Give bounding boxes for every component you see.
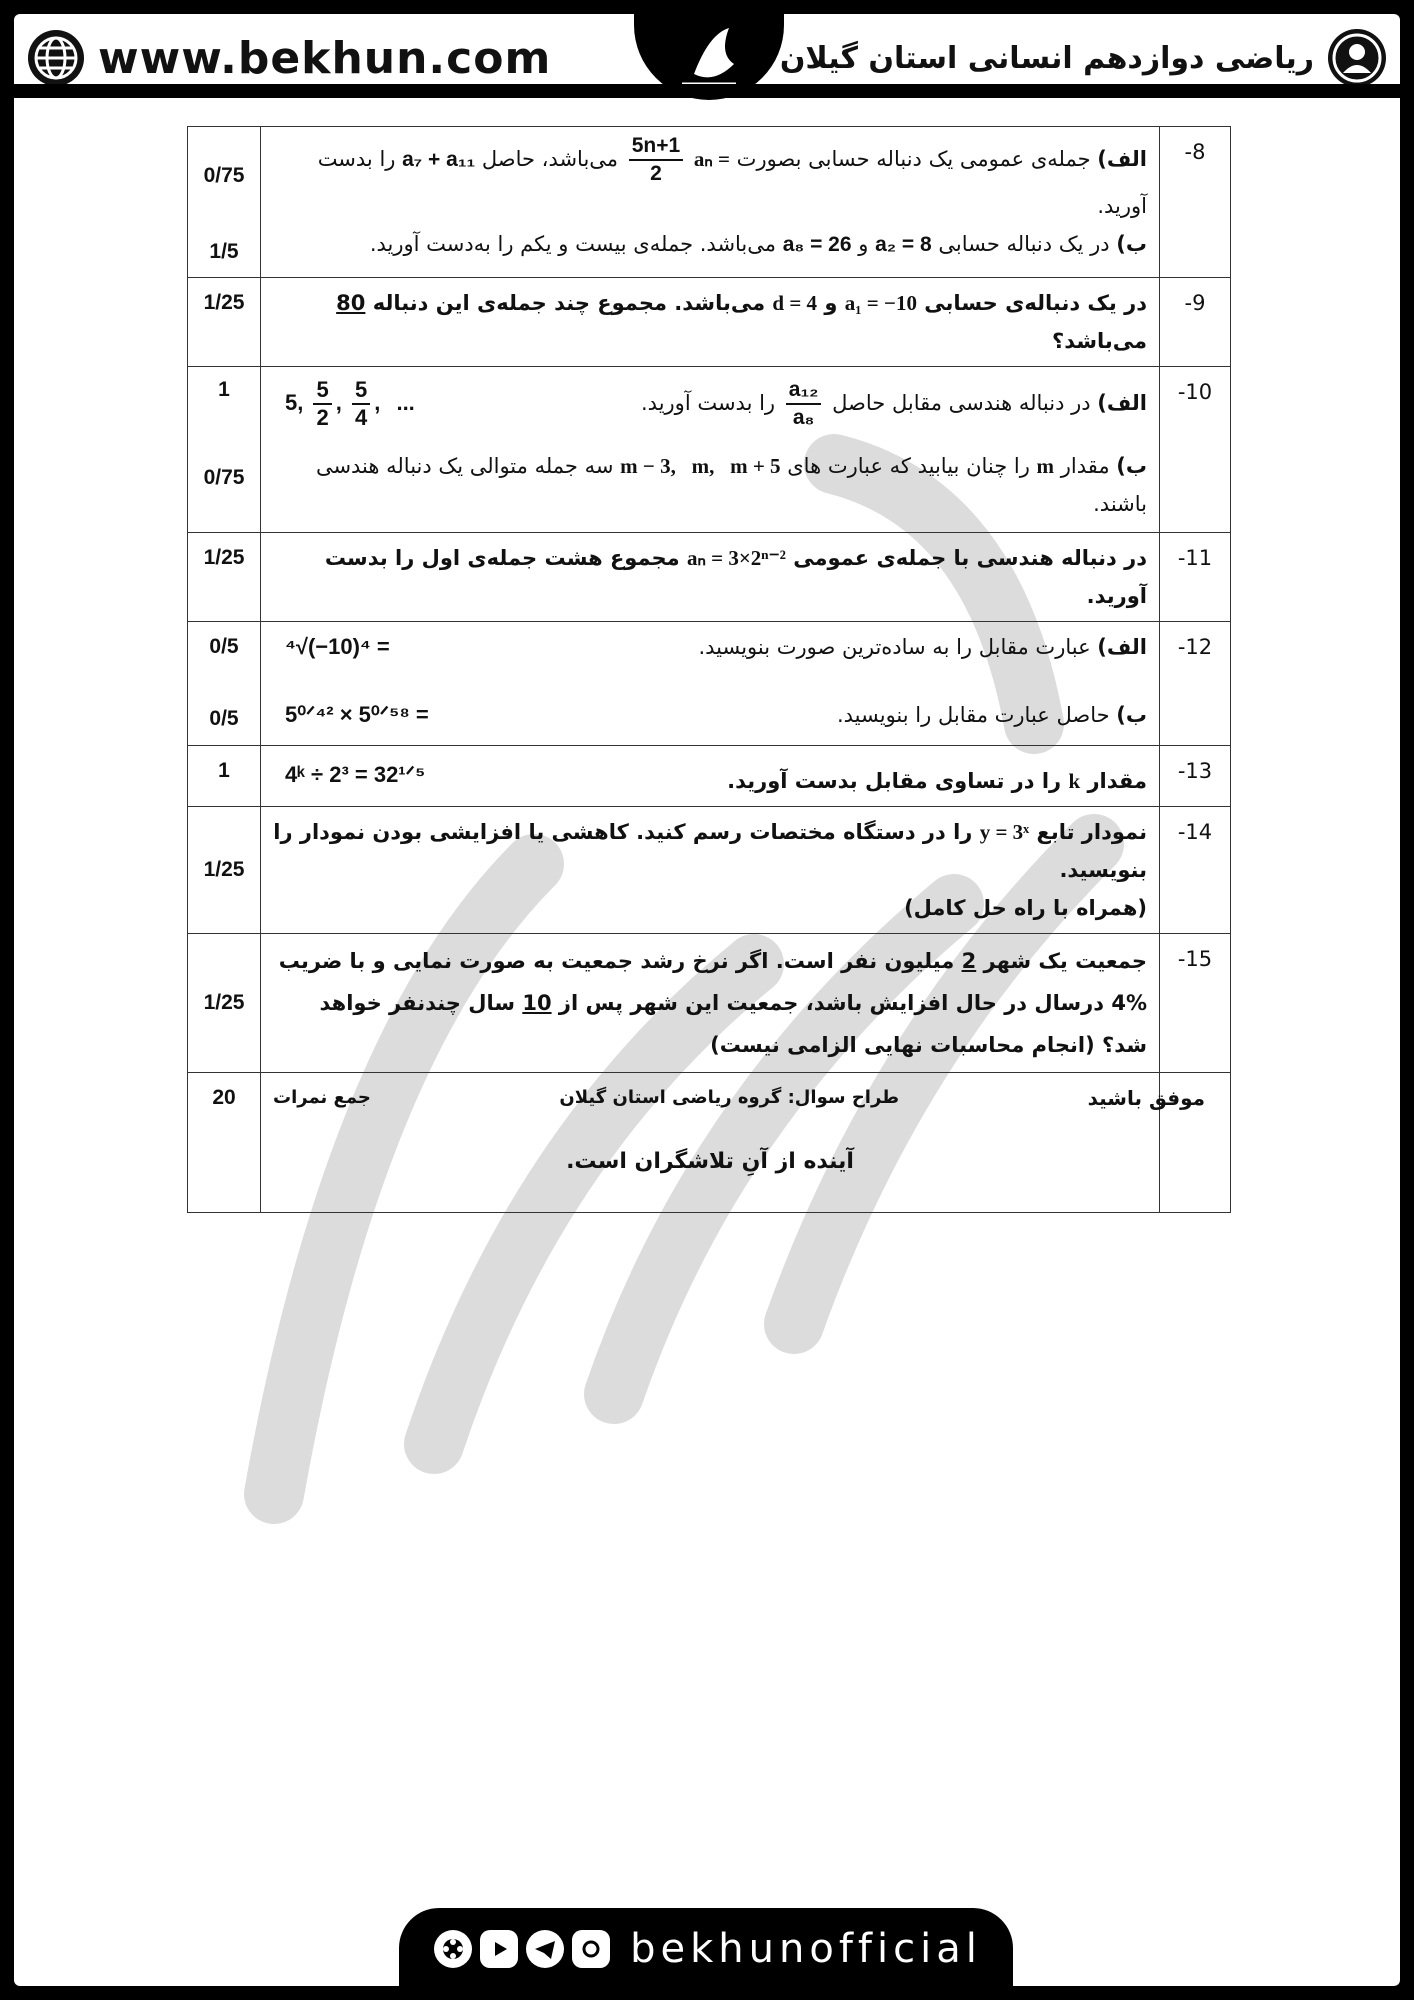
telegram-icon[interactable] [526,1930,564,1968]
question-content [261,934,1160,1073]
question-row-8 [188,127,1231,278]
q14-text2: را در دستگاه مختصات رسم کنید. کاهشی یا افزایشی بودن نمودار را بنویسید. [273,820,1147,882]
score-cell: 1/25 [188,278,261,367]
page [14,14,1400,1986]
q8b-text2: می‌باشد. جمله‌ی بیست و یکم را به‌دست آورید. [369,232,777,256]
question-row-9 [188,278,1231,367]
q15-v1: 2 [961,949,977,973]
part-label: الف) [1097,147,1147,171]
question-content [261,533,1160,622]
score-a: 0/5 [209,635,239,658]
score-cell: 1 [188,746,261,807]
q9-and: و [824,291,838,315]
q15-text2: میلیون نفر است. اگر نرخ رشد جمعیت به صورت نمایی و با ضریب %4 درسال در حال افزایش باشد، جمعیت این شهر پس از [278,949,1147,1015]
question-number: 12- [1160,622,1231,746]
q8a-fraction [629,133,683,187]
question-number: 14- [1160,807,1231,934]
score-cell: 1/25 [188,533,261,622]
question-content [261,367,1160,533]
q8a-text2: می‌باشد، حاصل [481,147,619,171]
seq-f1-top: 5 [313,377,331,405]
q13-text1: مقدار [1087,769,1147,793]
designer-text: طراح سوال: گروه ریاضی استان گیلان [559,1087,900,1108]
q8a-lhs: aₙ = [693,147,730,171]
seq-fraction-2 [352,377,370,431]
question-content [261,127,1160,278]
q15-text3: سال چندنفر خواهد شد؟ (انجام محاسبات نهایی الزامی نیست) [319,991,1147,1057]
question-number: 8- [1160,127,1231,278]
part-label: الف) [1097,391,1147,415]
q10b-text2: را چنان بیابید که عبارت های [787,454,1030,478]
score-a: 1 [218,378,230,401]
q10a-fraction [786,377,822,431]
q11-expr: aₙ = 3×2ⁿ⁻² [687,546,786,570]
total-label: جمع نمرات [273,1087,371,1108]
q9-expr2: d = 4 [772,291,818,315]
q10b-var: m [1036,454,1055,478]
score-cell [188,127,261,278]
footer-row [188,1073,1231,1213]
question-row-14 [188,807,1231,934]
q10b-expr: m − 3, m, m + 5 [620,454,781,478]
q12a-expr: ⁴√(−10)⁴ = [285,634,390,659]
q8a-frac-top: 5n+1 [629,133,683,161]
q10a-sequence: 5, $\frac{5}{2}$ , $\frac{5}{4}$ , ... [285,377,415,431]
score-b: 0/75 [203,466,245,489]
score-b: 0/5 [209,707,239,730]
seq-ellipsis: ... [396,390,415,415]
question-row-11 [188,533,1231,622]
q9-text3: می‌باشد؟ [1052,329,1147,353]
globe-icon [28,30,84,86]
question-content [261,746,1160,807]
q10a-text1: در دنباله هندسی مقابل حاصل [832,391,1091,415]
question-number: 10- [1160,367,1231,533]
q11-text1: در دنباله هندسی با جمله‌ی عمومی [793,546,1147,570]
score-cell: 1/25 [188,934,261,1073]
q9-value: 80 [336,291,366,315]
q13-var: k [1068,769,1081,793]
q11-text2: مجموع هشت جمله‌ی اول را بدست آورید. [324,546,1147,608]
header-divider [14,84,1400,98]
motto-text: آینده از آنِ تلاشگران است. [566,1149,854,1174]
question-content [261,278,1160,367]
q10a-text2: را بدست آورید. [641,391,776,415]
q12b-expr: 5⁰ᐟ⁴² × 5⁰ᐟ⁵⁸ = [285,702,429,727]
exam-table [187,126,1231,1213]
part-label: ب) [1116,232,1147,256]
question-number: 11- [1160,533,1231,622]
score-cell: 1/25 [188,807,261,934]
q14-text3: (همراه با راه حل کامل) [904,896,1147,920]
question-row-12 [188,622,1231,746]
score-b: 1/5 [209,240,239,263]
question-number: 13- [1160,746,1231,807]
part-label: ب) [1116,703,1147,727]
instagram-icon[interactable] [572,1930,610,1968]
seq-f2-top: 5 [352,377,370,405]
q9-text1: در یک دنباله‌ی حسابی [924,291,1147,315]
q8a-text3: را بدست آورید. [317,147,1147,218]
q13-expr: 4ᵏ ÷ 2³ = 32¹ᐟ⁵ [285,762,426,787]
page-title: ریاضی دوازدهم انسانی استان گیلان [779,40,1314,76]
q13-text2: را در تساوی مقابل بدست آورید. [727,769,1062,793]
q10b-text3: سه جمله متوالی یک دنباله هندسی باشند. [315,454,1147,516]
q10b-text1: مقدار [1060,454,1110,478]
q9-text2: می‌باشد. مجموع چند جمله‌ی این دنباله [372,291,766,315]
header [14,14,1400,100]
q8b-text1: در یک دنباله حسابی [938,232,1110,256]
q12a-text: عبارت مقابل را به ساده‌ترین صورت بنویسید. [698,635,1091,659]
seq-first: 5, [285,390,304,415]
question-row-15 [188,934,1231,1073]
website-url[interactable]: www.bekhun.com [98,32,552,84]
seq-f1-bottom: 2 [316,405,329,431]
q15-v2: 10 [522,991,552,1015]
good-luck-text: موفق باشید [1087,1086,1205,1110]
q8a-frac-bottom: 2 [650,162,662,185]
q10a-frac-top: a₁₂ [786,377,822,405]
footer-content [261,1073,1205,1213]
q15-text1: جمعیت یک شهر [983,949,1147,973]
social-handle[interactable]: bekhunofficial [630,1926,982,1972]
q12b-text: حاصل عبارت مقابل را بنویسید. [836,703,1110,727]
question-number: 15- [1160,934,1231,1073]
q14-text1: نمودار تابع [1036,820,1147,844]
q8a-expr: a₇ + a₁₁ [402,148,476,171]
q8a-text1: جمله‌ی عمومی یک دنباله حسابی بصورت [736,147,1091,171]
part-label: ب) [1116,454,1147,478]
user-icon [1328,29,1386,87]
question-row-10 [188,367,1231,533]
question-row-13 [188,746,1231,807]
question-number: 9- [1160,278,1231,367]
q8b-expr1: a₂ = 8 [875,233,932,256]
seq-fraction-1 [313,377,331,431]
seq-f2-bottom: 4 [354,405,368,431]
score-a: 0/75 [203,164,245,187]
total-score: 20 [188,1073,261,1213]
aparat-icon[interactable] [434,1930,472,1968]
q14-expr: y = 3ˣ [979,820,1030,844]
score-cell [188,367,261,533]
question-content [261,807,1160,934]
question-content [261,622,1160,746]
score-cell [188,622,261,746]
q8b-expr2: a₈ = 26 [782,233,852,256]
q9-expr1: a₁ = −10 [844,291,917,315]
part-label: الف) [1097,635,1147,659]
q10a-frac-bottom: a₈ [792,406,815,429]
q8b-and: و [858,232,869,256]
social-bar [399,1908,1013,1990]
youtube-icon[interactable] [480,1930,518,1968]
